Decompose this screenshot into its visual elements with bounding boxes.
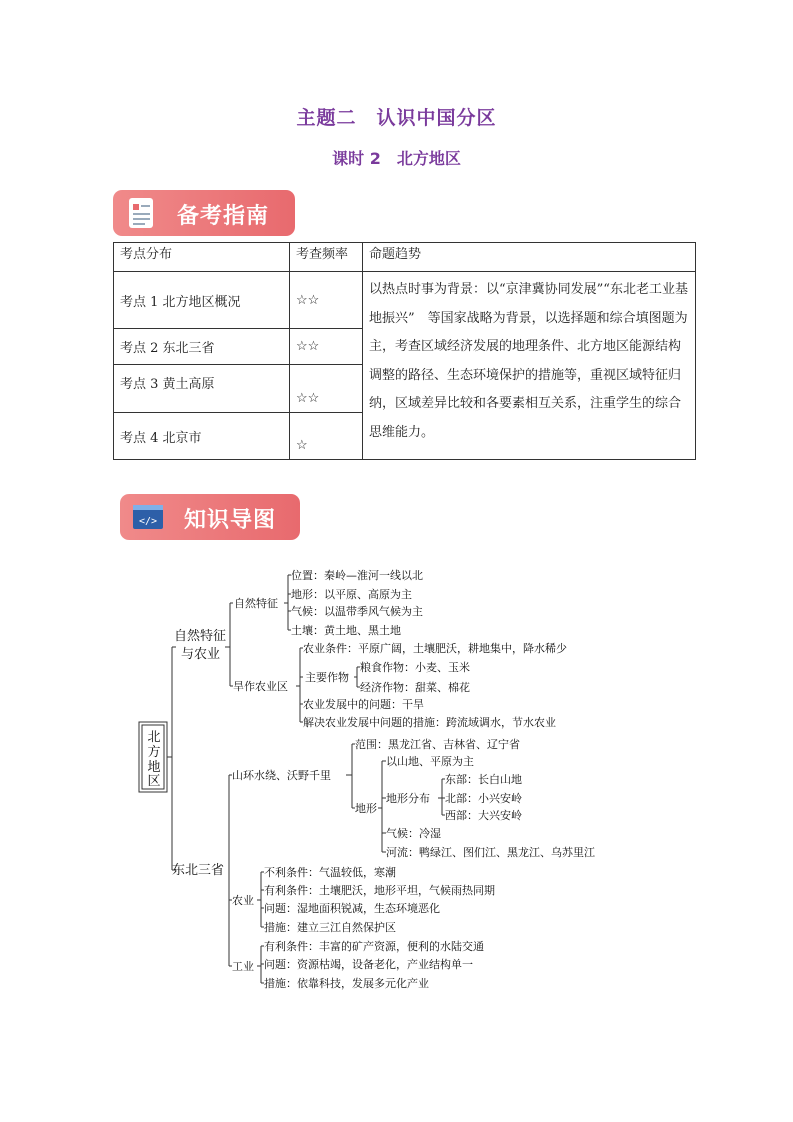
node-item: 经济作物：甜菜、棉花 [360,681,470,694]
node-terrain-dist: 地形分布 [386,792,430,805]
header-freq: 考查频率 [290,243,363,272]
node-item: 河流：鸭绿江、图们江、黑龙江、乌苏里江 [386,846,595,859]
node-agriculture: 农业 [232,894,254,907]
mindmap-root-char: 北 [147,730,161,745]
node-item: 有利条件：丰富的矿产资源，便利的水陆交通 [264,940,484,953]
node-item: 解决农业发展中问题的措施：跨流域调水，节水农业 [303,716,556,729]
trend-text: 以热点时事为背景：以“京津冀协同发展”“东北老工业基地振兴” 等国家战略为背景，以选择题和综合填图题为主，考查区域经济发展的地理条件、北方地区能源结构调整的路径、生态环境保护的措施等，重视区域特征归纳，区域差异比较和各要素相互关系，注重学生的综合思维能力。 [363,272,696,460]
node-item: 问题：湿地面积锐减，生态环境恶化 [264,902,440,915]
node-item: 北部：小兴安岭 [445,792,522,805]
node-terrain: 地形 [355,802,377,815]
node-item: 农业条件：平原广阔，土壤肥沃，耕地集中，降水稀少 [303,642,567,655]
node-item: 范围：黑龙江省、吉林省、辽宁省 [355,738,520,751]
node-natural: 自然特征 [234,597,278,610]
table-row-freq: ☆☆ [290,365,363,413]
node-item: 不利条件：气温较低，寒潮 [264,866,396,879]
node-item: 西部：大兴安岭 [445,809,522,822]
node-industry: 工业 [232,960,254,973]
branch-natural-agri: 与农业 [181,647,221,662]
node-landscape: 山环水绕、沃野千里 [232,769,331,782]
node-item: 位置：秦岭—淮河一线以北 [291,569,423,582]
node-dry-farming: 旱作农业区 [233,680,288,693]
mindmap-banner-label: 知识导图 [184,508,277,533]
table-row-topic: 考点 1 北方地区概况 [114,272,290,329]
table-row-freq: ☆ [290,413,363,460]
node-item: 措施：建立三江自然保护区 [264,921,396,934]
header-topic: 考点分布 [114,243,290,272]
table-row-topic: 考点 3 黄土高原 [114,365,290,413]
mindmap-root-char: 地 [147,760,161,775]
node-item: 农业发展中的问题：干旱 [303,698,424,711]
node-item: 东部：长白山地 [445,773,522,786]
table-row-topic: 考点 2 东北三省 [114,329,290,365]
node-item: 有利条件：土壤肥沃，地形平坦，气候雨热同期 [264,884,495,897]
table-row-freq: ☆☆ [290,272,363,329]
node-crops: 主要作物 [305,671,349,684]
branch-northeast: 东北三省 [172,863,225,878]
table-row-freq: ☆☆ [290,329,363,365]
node-item: 以山地、平原为主 [386,755,474,768]
node-item: 问题：资源枯竭，设备老化，产业结构单一 [264,958,473,971]
svg-text:</>: </> [138,516,158,527]
guide-banner-label: 备考指南 [177,204,270,229]
table-row-topic: 考点 4 北京市 [114,413,290,460]
page-title: 主题二 认识中国分区 [296,107,497,129]
node-item: 土壤：黄土地、黑土地 [291,624,401,637]
node-item: 气候：冷湿 [386,827,441,840]
node-item: 措施：依靠科技，发展多元化产业 [264,977,429,990]
mindmap-root-char: 区 [147,774,161,789]
header-trend: 命题趋势 [363,243,696,272]
node-item: 地形：以平原、高原为主 [291,588,412,601]
page-subtitle: 课时 2 北方地区 [332,149,461,168]
mindmap-root-char: 方 [147,745,161,760]
node-item: 气候：以温带季风气候为主 [291,605,423,618]
branch-natural-agri: 自然特征 [174,629,227,644]
node-item: 粮食作物：小麦、玉米 [360,661,470,674]
